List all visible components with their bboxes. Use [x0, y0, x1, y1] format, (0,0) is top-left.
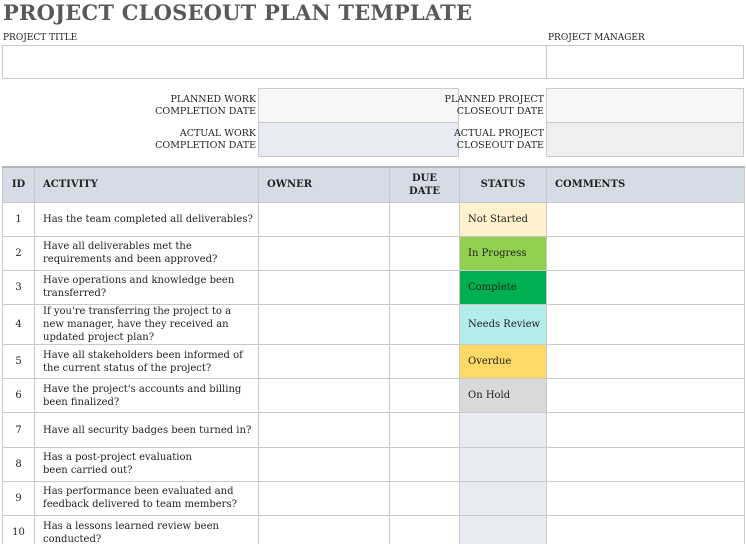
- row-activity: Has the team completed all deliverables?: [35, 202, 259, 236]
- due-date-cell[interactable]: [390, 270, 460, 304]
- table-row: [3, 345, 745, 379]
- due-date-cell[interactable]: [390, 481, 460, 515]
- header-due-date: DUE DATE: [390, 167, 460, 202]
- row-id: 7: [3, 413, 35, 447]
- row-id: 4: [3, 305, 35, 345]
- status-cell[interactable]: [460, 447, 547, 481]
- table-row: [3, 447, 745, 481]
- comments-cell[interactable]: [547, 345, 745, 379]
- row-id: 9: [3, 481, 35, 515]
- table-row: [3, 305, 745, 345]
- actual-work-date-field[interactable]: [258, 122, 459, 157]
- row-id: 1: [3, 202, 35, 236]
- header-owner: OWNER: [259, 167, 390, 202]
- row-id: 10: [3, 516, 35, 544]
- planned-work-label: PLANNED WORK COMPLETION DATE: [155, 94, 256, 117]
- actual-project-label: ACTUAL PROJECT CLOSEOUT DATE: [453, 128, 544, 151]
- table-row: [3, 413, 745, 447]
- table-row: [3, 516, 745, 544]
- status-cell[interactable]: [460, 481, 547, 515]
- page-title: PROJECT CLOSEOUT PLAN TEMPLATE: [3, 0, 473, 25]
- row-id: 6: [3, 379, 35, 413]
- owner-cell[interactable]: [259, 345, 390, 379]
- table-row: [3, 379, 745, 413]
- due-date-cell[interactable]: [390, 447, 460, 481]
- status-cell[interactable]: Overdue: [460, 345, 547, 379]
- due-date-cell[interactable]: [390, 516, 460, 544]
- due-date-cell[interactable]: [390, 413, 460, 447]
- table-row: [3, 236, 745, 270]
- status-cell[interactable]: Needs Review: [460, 305, 547, 345]
- status-cell[interactable]: On Hold: [460, 379, 547, 413]
- owner-cell[interactable]: [259, 305, 390, 345]
- comments-cell[interactable]: [547, 413, 745, 447]
- table-row: [3, 202, 745, 236]
- row-id: 8: [3, 447, 35, 481]
- owner-cell[interactable]: [259, 202, 390, 236]
- project-manager-label: PROJECT MANAGER: [548, 33, 645, 43]
- status-cell[interactable]: Not Started: [460, 202, 547, 236]
- header-activity: ACTIVITY: [35, 167, 259, 202]
- planned-project-label: PLANNED PROJECT CLOSEOUT DATE: [444, 94, 544, 117]
- owner-cell[interactable]: [259, 481, 390, 515]
- owner-cell[interactable]: [259, 516, 390, 544]
- comments-cell[interactable]: [547, 447, 745, 481]
- comments-cell[interactable]: [547, 202, 745, 236]
- due-date-cell[interactable]: [390, 345, 460, 379]
- table-row: [3, 481, 745, 515]
- owner-cell[interactable]: [259, 413, 390, 447]
- due-date-cell[interactable]: [390, 236, 460, 270]
- project-manager-field[interactable]: [546, 45, 744, 79]
- row-activity: Have all stakeholders been informed of the current status of the project?: [35, 345, 259, 379]
- status-cell[interactable]: Complete: [460, 270, 547, 304]
- closeout-table: [2, 166, 745, 544]
- row-activity: Has a post-project evaluation been carried out?: [35, 447, 259, 481]
- row-activity: Have operations and knowledge been transferred?: [35, 270, 259, 304]
- comments-cell[interactable]: [547, 379, 745, 413]
- comments-cell[interactable]: [547, 236, 745, 270]
- row-activity: If you're transferring the project to a new manager, have they received an updated project plan?: [35, 305, 259, 345]
- table-header-row: [3, 167, 745, 202]
- header-id: ID: [3, 167, 35, 202]
- row-activity: Have the project's accounts and billing been finalized?: [35, 379, 259, 413]
- row-activity: Has performance been evaluated and feedback delivered to team members?: [35, 481, 259, 515]
- row-id: 5: [3, 345, 35, 379]
- due-date-cell[interactable]: [390, 305, 460, 345]
- status-cell[interactable]: In Progress: [460, 236, 547, 270]
- status-cell[interactable]: [460, 516, 547, 544]
- owner-cell[interactable]: [259, 447, 390, 481]
- table-row: [3, 270, 745, 304]
- planned-work-date-field[interactable]: [258, 88, 459, 123]
- actual-work-label: ACTUAL WORK COMPLETION DATE: [155, 128, 256, 151]
- planned-project-date-field[interactable]: [546, 88, 744, 123]
- project-title-label: PROJECT TITLE: [3, 33, 78, 43]
- comments-cell[interactable]: [547, 516, 745, 544]
- due-date-cell[interactable]: [390, 202, 460, 236]
- comments-cell[interactable]: [547, 270, 745, 304]
- row-id: 2: [3, 236, 35, 270]
- owner-cell[interactable]: [259, 379, 390, 413]
- row-activity: Have all deliverables met the requirements and been approved?: [35, 236, 259, 270]
- comments-cell[interactable]: [547, 305, 745, 345]
- comments-cell[interactable]: [547, 481, 745, 515]
- actual-project-date-field[interactable]: [546, 122, 744, 157]
- due-date-cell[interactable]: [390, 379, 460, 413]
- row-activity: Have all security badges been turned in?: [35, 413, 259, 447]
- row-id: 3: [3, 270, 35, 304]
- project-title-field[interactable]: [2, 45, 547, 79]
- header-comments: COMMENTS: [547, 167, 745, 202]
- owner-cell[interactable]: [259, 270, 390, 304]
- status-cell[interactable]: [460, 413, 547, 447]
- owner-cell[interactable]: [259, 236, 390, 270]
- header-status: STATUS: [460, 167, 547, 202]
- row-activity: Has a lessons learned review been conducted?: [35, 516, 259, 544]
